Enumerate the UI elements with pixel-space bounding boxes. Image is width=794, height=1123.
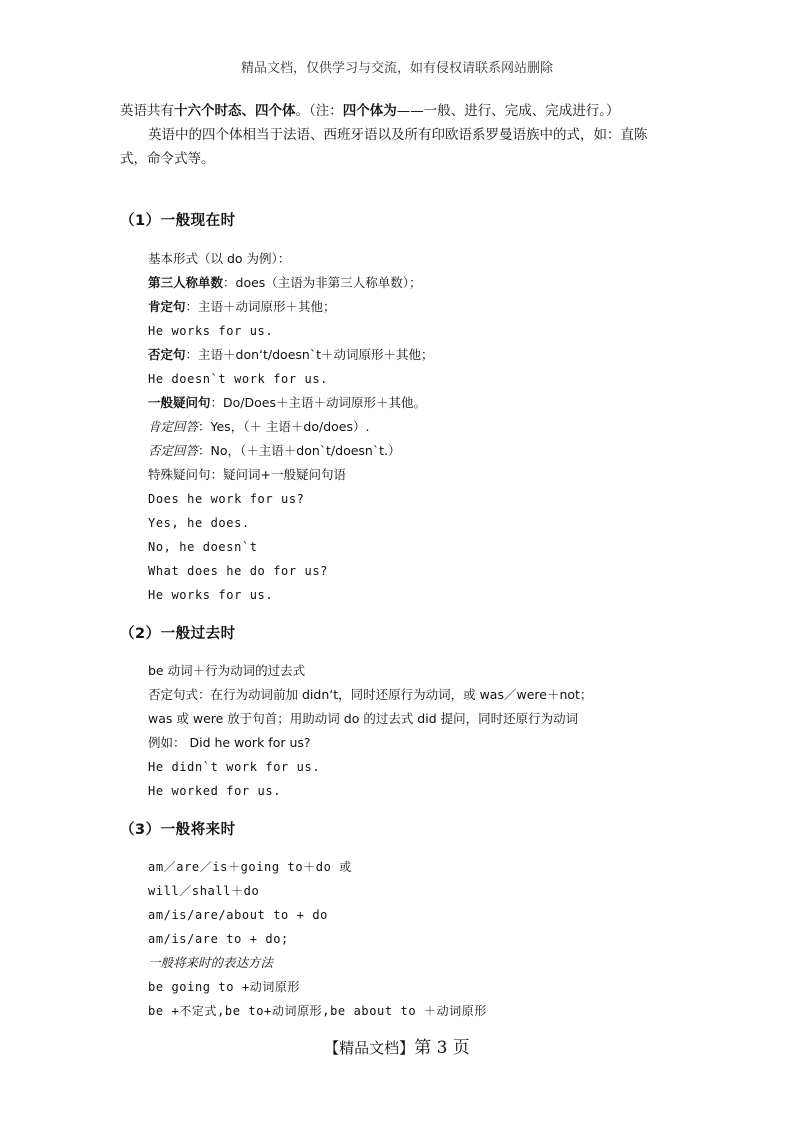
example-line: What does he do for us?: [148, 564, 328, 578]
future-form-line: will／shall＋do: [148, 884, 260, 898]
example-line: He doesn`t work for us.: [148, 372, 328, 386]
section-3-body: [148, 855, 708, 1023]
section-2-body: [148, 659, 708, 803]
past-negative-line: 否定句式：在行为动词前加 didn‘t，同时还原行为动词，或 was／were＋not；: [148, 687, 593, 702]
example-line: He works for us.: [148, 324, 274, 338]
example-intro-line: 例如： Did he work for us?: [148, 735, 311, 750]
line-label: 肯定句: [148, 299, 186, 314]
example-line: He didn`t work for us.: [148, 760, 321, 774]
example-line: He worked for us.: [148, 784, 282, 798]
negative-line: [148, 343, 708, 367]
line-text: ：Yes，（＋ 主语＋do/does）.: [198, 419, 370, 434]
example-line: He works for us.: [148, 588, 274, 602]
intro-paragraph-2: 英语中的四个体相当于法语、西班牙语以及所有印欧语系罗曼语族中的式，如：直陈式，命令式等。: [120, 127, 648, 167]
affirmative-answer-line: [148, 415, 708, 439]
affirmative-line: [148, 295, 708, 319]
future-form-line: am/is/are/about to + do: [148, 908, 328, 922]
future-methods-heading: 一般将来时的表达方法: [148, 955, 274, 970]
intro-text: 英语共有: [120, 103, 174, 119]
section-title-past-simple: （2）一般过去时: [120, 626, 236, 642]
page-number: 第 3 页: [414, 1038, 470, 1058]
question-line: [148, 391, 708, 415]
past-form-line: be 动词＋行为动词的过去式: [148, 663, 306, 678]
line-label: 肯定回答: [148, 419, 199, 434]
example-line: Does he work for us?: [148, 492, 305, 506]
future-method-line: be going to +动词原形: [148, 980, 301, 994]
intro-block: [120, 99, 660, 171]
future-method-line: be +不定式,be to+动词原形,be about to ＋动词原形: [148, 1004, 487, 1018]
intro-bold-text: 四个体为: [342, 103, 397, 119]
page-header: 精品文档，仅供学习与交流，如有侵权请联系网站删除: [240, 61, 553, 76]
line-text: ：No，（＋主语＋don`t/doesn`t.）: [198, 443, 401, 458]
intro-paragraph-1: [120, 99, 660, 123]
wh-question-line: 特殊疑问句：疑问词+一般疑问句语: [148, 467, 346, 482]
section-title-present-simple: （1）一般现在时: [120, 213, 236, 229]
line-label: 一般疑问句: [148, 395, 211, 410]
past-question-line: was 或 were 放于句首；用助动词 do 的过去式 did 提问，同时还原行为动词: [148, 711, 579, 726]
example-line: No, he doesn`t: [148, 540, 258, 554]
basic-form-line: 基本形式（以 do 为例）：: [148, 251, 291, 266]
line-text: ：does（主语为非第三人称单数）；: [223, 275, 422, 290]
line-label: 否定回答: [148, 443, 199, 458]
intro-text: 。（注：: [295, 103, 343, 119]
future-form-line: am/is/are to + do;: [148, 932, 289, 946]
third-person-line: [148, 271, 708, 295]
section-title-future-simple: （3）一般将来时: [120, 822, 236, 838]
line-text: ：Do/Does＋主语＋动词原形＋其他。: [210, 395, 426, 410]
line-label: 第三人称单数: [148, 275, 224, 290]
page-footer: [0, 1033, 794, 1058]
intro-bold-text: 十六个时态、四个体: [174, 103, 296, 119]
negative-answer-line: [148, 439, 708, 463]
line-text: ：主语＋动词原形＋其他；: [185, 299, 336, 314]
section-1-body: [148, 247, 708, 607]
example-line: Yes, he does.: [148, 516, 250, 530]
future-form-line: am／are／is＋going to＋do 或: [148, 860, 352, 874]
footer-tag: 【精品文档】: [324, 1039, 415, 1057]
line-label: 否定句: [148, 347, 186, 362]
line-text: ：主语＋don‘t/doesn`t＋动词原形＋其他；: [185, 347, 434, 362]
intro-text: ——一般、进行、完成、完成进行。）: [396, 103, 620, 119]
